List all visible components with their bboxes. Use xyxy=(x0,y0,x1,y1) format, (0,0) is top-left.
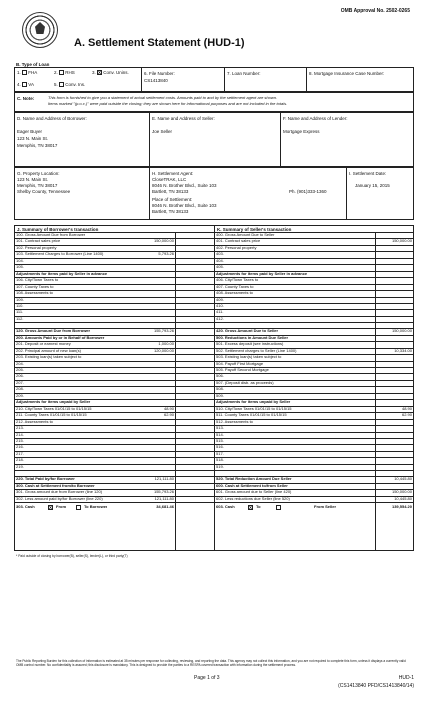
burden-statement: The Public Reporting Burden for this collection of information is estimated at 35 minutes per response for collecting, reviewing, and reporting the data. This agency may not collect this information, and you are not required to complete this form, unless it displays a currently valid OMB control number. No confidentiality is assured; this disclosure is mandatory. This is designed to provide the parties to a RESPA covered transaction with information during the settlement process. xyxy=(16,659,406,667)
table-row-label: 213. xyxy=(16,426,24,431)
table-row-label: 206. xyxy=(16,374,24,379)
table-row-label: 104. xyxy=(16,258,24,263)
table-row-label: 403. xyxy=(216,252,224,257)
agent-name: CloseTRAK, LLC xyxy=(152,177,187,182)
gross-total-label: 420. Gross Amount Due to Seller xyxy=(216,329,279,334)
agent-phone: Ph. (901)333-1360 xyxy=(289,189,327,194)
cash-label: 603. Cash xyxy=(216,504,235,509)
table-row-amount: 155,793.26 xyxy=(153,489,174,495)
paid-total-label: 220. Total Paid by/for Borrower xyxy=(16,477,75,482)
gross-total-label: 120. Gross Amount Due from Borrower xyxy=(16,329,91,334)
table-row-label: 501. Excess deposit (see instructions) xyxy=(216,342,284,347)
table-row-label: 217. xyxy=(16,451,24,456)
table-row-label: 400. Gross Amount Due to Seller xyxy=(216,233,275,237)
table-row-label: 205. xyxy=(16,368,24,372)
table-row-label: 405. xyxy=(216,265,224,270)
table-row-label: 517. xyxy=(216,451,224,456)
table-row-label: 510. City/Town Taxes 01/01/15 to 01/15/15 xyxy=(216,406,292,411)
settlement-date-label: I. Settlement Date: xyxy=(349,171,387,176)
table-row-label: 506. xyxy=(216,374,224,379)
property-address-2: Memphis, TN 38017 xyxy=(17,183,58,188)
table-row-label: Adjustments for items paid by Seller in advance xyxy=(16,271,108,276)
loan-type-conv-unins-label: Conv. Unins. xyxy=(103,70,129,75)
type-of-loan-label: B. Type of Loan xyxy=(16,62,50,67)
seller-label: E. Name and Address of Seller: xyxy=(152,116,215,121)
loan-type-rhs-num: 2. xyxy=(54,70,58,75)
table-row-label: 412. xyxy=(216,316,224,321)
seller-name: Joe Seller xyxy=(152,129,173,134)
table-row-label: 410. xyxy=(216,303,224,308)
loan-type-conv-ins[interactable] xyxy=(54,82,85,87)
table-row-label: 110. xyxy=(16,303,24,308)
hud-seal-logo xyxy=(22,12,58,48)
table-row-label: 102. Personal property xyxy=(16,245,57,250)
property-address-1: 123 N. Main St. xyxy=(17,177,49,182)
cash-from-label: From Seller xyxy=(314,504,337,509)
footnote: * Paid outside of closing by borrower(B), seller(S), lender(L), or third party(T) xyxy=(16,554,128,558)
table-row-label: 201. Deposit or earnest money xyxy=(16,342,71,347)
place-address-2: Bartlett, TN 38133 xyxy=(152,209,189,214)
cash-to-checkbox[interactable]: X xyxy=(249,505,253,510)
table-row-label: 600. Cash at Settlement to/from Seller xyxy=(216,483,288,488)
loan-type-va-label: VA xyxy=(28,82,34,87)
table-row-label: 211. County Taxes 01/01/15 to 01/15/15 xyxy=(16,413,87,418)
loan-type-conv-ins-label: Conv. Ins. xyxy=(65,82,86,87)
table-row-label: 208. xyxy=(16,387,24,392)
table-row-label: 513. xyxy=(216,426,224,431)
borrower-label: D. Name and Address of Borrower: xyxy=(17,116,87,121)
table-row-label: 503. Existing loan(s) taken subject to xyxy=(216,355,282,360)
paid-total-label: 520. Total Reduction Amount Due Seller xyxy=(216,477,292,482)
cash-to-label: To xyxy=(256,504,261,509)
table-row-label: 511. County Taxes 01/01/15 to 01/15/15 xyxy=(216,413,287,418)
table-row-label: 212. Assessments to xyxy=(16,419,53,424)
table-row-amount: 120,000.00 xyxy=(153,347,174,353)
table-row-label: 218. xyxy=(16,458,24,463)
table-row-label: 507. (Deposit disb. as proceeds) xyxy=(216,380,274,385)
table-row-label: 602. Less reductions due Seller (line 520) xyxy=(216,496,290,501)
cash-label: 303. Cash xyxy=(16,504,35,509)
table-row-label: 103. Settlement Charges to Borrower (Line 1400) xyxy=(16,252,104,257)
table-row-label: 112. xyxy=(16,316,24,321)
conv-unins-checkbox[interactable]: X xyxy=(98,70,102,76)
table-row-label: 407. County Taxes to xyxy=(216,284,254,289)
table-row-label: 215. xyxy=(16,438,24,443)
table-row-label: 515. xyxy=(216,438,224,443)
table-row-label: 504. Payoff First Mortgage xyxy=(216,361,264,366)
table-row-label: 406. City/Town Taxes to xyxy=(216,278,259,283)
cash-from-checkbox[interactable] xyxy=(276,505,281,510)
row-divider xyxy=(214,322,414,323)
table-row-label: 107. County Taxes to xyxy=(16,284,54,289)
row-divider xyxy=(214,470,414,471)
gross-total-amount: 155,793.26 xyxy=(153,328,174,334)
table-row-label: 101. Contract sales price xyxy=(16,239,61,244)
agent-address-1: 8046 N. Brother Blvd., Suite 103 xyxy=(152,183,217,188)
table-row-label: 512. Assessments to xyxy=(216,419,253,424)
agent-address-2: Bartlett, TN 38133 xyxy=(152,189,189,194)
mortgage-insurance-label: 8. Mortgage Insurance Case Number: xyxy=(309,71,385,76)
table-row-label: Adjustments for items unpaid by Seller xyxy=(216,400,291,405)
omb-approval: OMB Approval No. 2502-0265 xyxy=(340,8,410,14)
place-address-1: 8046 N. Brother Blvd., Suite 103 xyxy=(152,203,217,208)
note-line-1: This form is furnished to give you a statement of actual settlement costs. Amounts paid to and by the settlement agent are shown. xyxy=(48,95,278,100)
row-divider xyxy=(14,322,214,323)
form-reference: (CS1413840 PFD/CS1413840/14) xyxy=(338,683,414,689)
borrower-address-1: 123 N. Main St. xyxy=(17,136,49,141)
table-row-amount: 150,000.00 xyxy=(153,238,174,244)
paid-total-amount: 121,111.80 xyxy=(154,476,174,482)
table-row-label: 411. xyxy=(216,310,224,315)
table-row-label: 500. Reductions in Amount Due Seller xyxy=(216,335,289,340)
table-row-label: 401. Contract sales price xyxy=(216,239,261,244)
table-row-label: 302. Less amount paid by/for Borrower (line 220) xyxy=(16,496,103,501)
cash-from-checkbox[interactable]: X xyxy=(49,505,53,510)
table-row-label: 300. Cash at Settlement from/to Borrower xyxy=(16,483,95,488)
borrower-address-2: Memphis, TN 38017 xyxy=(17,143,58,148)
table-row-amount: 48.90 xyxy=(401,405,412,411)
cash-from-label: From xyxy=(56,504,66,509)
table-row-label: 516. xyxy=(216,445,224,450)
table-row-label: 404. xyxy=(216,258,224,263)
table-row-label: 508. xyxy=(216,387,224,392)
property-address-3: Shelby County, Tennessee xyxy=(17,189,71,194)
loan-number-label: 7. Loan Number: xyxy=(227,71,261,76)
table-row-label: 408. Assessments to xyxy=(216,291,253,296)
table-row-label: 518. xyxy=(216,458,224,463)
borrower-name: Eager Buyer xyxy=(17,129,43,134)
table-row-label: 301. Gross amount due from Borrower (line 120) xyxy=(16,490,103,495)
table-row-label: 209. xyxy=(16,393,24,398)
table-row-amount: 48.90 xyxy=(163,405,174,411)
table-row-label: 207. xyxy=(16,380,24,385)
loan-type-conv-ins-num: 5. xyxy=(54,82,58,87)
table-row-label: 202. Principal amount of new loan(s) xyxy=(16,348,81,353)
row-divider xyxy=(14,502,214,503)
loan-type-conv-unins-num: 3. xyxy=(92,70,96,75)
table-row-amount: 5,793.26 xyxy=(158,251,174,257)
table-row-label: 109. xyxy=(16,297,24,302)
table-row-label: 505. Payoff Second Mortgage xyxy=(216,368,269,372)
table-row-label: Adjustments for items unpaid by Seller xyxy=(16,400,91,405)
table-row-amount: 62.90 xyxy=(401,412,412,418)
table-row-label: 105. xyxy=(16,265,24,270)
file-number-value: CS1413840 xyxy=(144,78,168,83)
table-row-label: 108. Assessments to xyxy=(16,291,53,296)
loan-type-fha[interactable] xyxy=(17,70,37,75)
cash-amount: 34,681.46 xyxy=(156,503,174,509)
page-title: A. Settlement Statement (HUD-1) xyxy=(74,37,245,49)
table-row-label: 514. xyxy=(216,432,224,437)
cash-amount: 139,554.20 xyxy=(391,503,412,509)
table-row-label: 203. Existing loan(s) taken subject to xyxy=(16,355,82,360)
table-row-label: 210. City/Town Taxes 01/01/15 to 01/15/15 xyxy=(16,406,92,411)
table-row-amount: 10,334.00 xyxy=(394,347,412,353)
table-row-amount: 10,445.80 xyxy=(394,495,412,501)
table-row-amount: 1,000.00 xyxy=(158,341,174,347)
file-number-label: 6. File Number: xyxy=(144,71,175,76)
table-row-label: 601. Gross amount due to Seller (line 420) xyxy=(216,490,292,495)
loan-type-rhs-label: RHS xyxy=(65,70,75,75)
table-row-label: Adjustments for items paid by Seller in advance xyxy=(216,271,308,276)
loan-type-conv-unins[interactable] xyxy=(92,70,129,75)
table-row-amount: 121,111.80 xyxy=(154,495,174,501)
table-row-label: 204. xyxy=(16,361,24,366)
lender-name: Mortgage Express xyxy=(283,129,320,134)
fha-checkbox[interactable] xyxy=(22,70,27,75)
loan-type-va[interactable] xyxy=(17,82,34,87)
borrower-summary-title: J. Summary of Borrower's transaction xyxy=(17,226,99,232)
row-divider xyxy=(14,470,214,471)
table-row-amount: 62.90 xyxy=(163,412,174,418)
table-row-label: 219. xyxy=(16,464,24,469)
table-row-label: 402. Personal property xyxy=(216,245,257,250)
property-label: G. Property Location: xyxy=(17,171,60,176)
seller-summary-title: K. Summary of Seller's transaction xyxy=(217,226,292,232)
va-checkbox[interactable] xyxy=(22,82,27,87)
paid-total-amount: 10,445.80 xyxy=(394,476,412,482)
table-row-label: 502. Settlement charges to Seller (Line 1400) xyxy=(216,348,297,353)
cash-to-checkbox[interactable] xyxy=(76,505,81,510)
loan-type-fha-label: FHA xyxy=(28,70,38,75)
place-label: Place of Settlement: xyxy=(152,197,193,202)
rhs-checkbox[interactable] xyxy=(59,70,64,75)
row-divider xyxy=(214,502,414,503)
gross-total-amount: 150,000.00 xyxy=(391,328,412,334)
loan-type-fha-num: 1. xyxy=(17,70,21,75)
cash-to-label: To Borrower xyxy=(84,504,108,509)
table-row-label: 106. City/Town Taxes to xyxy=(16,278,59,283)
note-label: C. Note: xyxy=(17,96,35,101)
table-row-amount: 150,000.00 xyxy=(391,489,412,495)
table-row-label: 409. xyxy=(216,297,224,302)
table-row-label: 111. xyxy=(16,310,24,315)
table-row-label: 509. xyxy=(216,393,224,398)
loan-type-va-num: 4. xyxy=(17,82,21,87)
form-name: HUD-1 xyxy=(398,675,414,681)
settlement-date-value: January 15, 2015 xyxy=(355,183,390,188)
table-row-label: 216. xyxy=(16,445,24,450)
agent-label: H. Settlement Agent: xyxy=(152,171,194,176)
table-row-label: 200. Amounts Paid by or in Behalf of Borrower xyxy=(16,335,105,340)
page-number: Page 1 of 3 xyxy=(194,675,220,681)
note-line-2: Items marked "(p.o.c.)" were paid outside the closing; they are shown here for informational purposes and are not included in the totals. xyxy=(48,101,288,106)
conv-ins-checkbox[interactable] xyxy=(59,82,64,87)
table-row-label: 214. xyxy=(16,432,24,437)
table-row-amount: 150,000.00 xyxy=(391,238,412,244)
lender-label: F. Name and Address of Lender: xyxy=(283,116,348,121)
table-row-label: 519. xyxy=(216,464,224,469)
loan-type-rhs[interactable] xyxy=(54,70,75,75)
table-row-label: 100. Gross Amount Due from Borrower xyxy=(16,233,86,237)
